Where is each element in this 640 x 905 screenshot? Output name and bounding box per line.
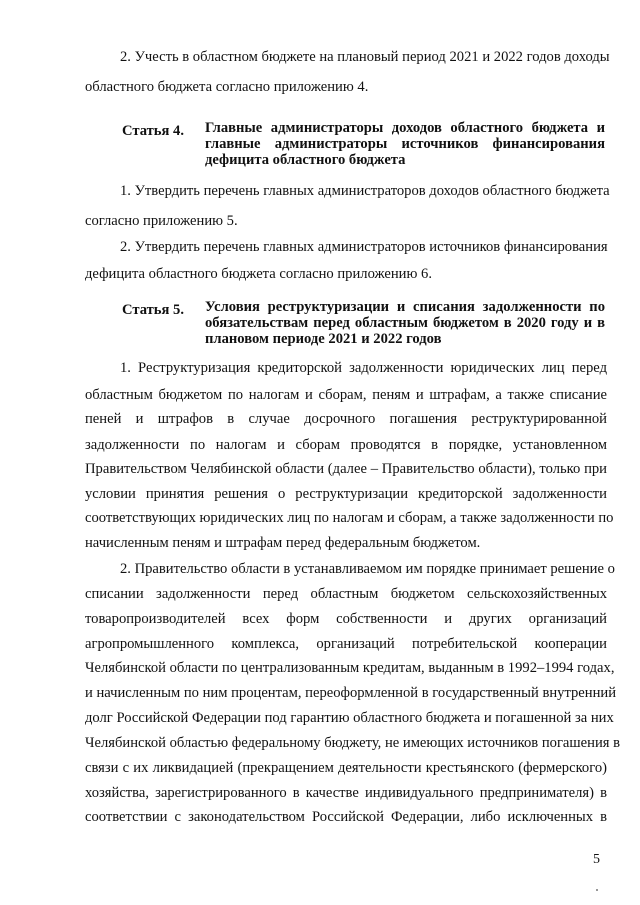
paragraph-line: списании задолженности перед областным бюджетом сельскохозяйственных — [85, 586, 607, 602]
paragraph-line: агропромышленного комплекса, организаций потребительской кооперации — [85, 636, 607, 652]
paragraph-line: Правительством Челябинской области (далее – Правительство области), только при — [85, 461, 607, 477]
scan-speck — [596, 889, 598, 891]
paragraph-line: Челябинской областью федеральному бюджету, не имеющих источников погашения в — [85, 735, 620, 751]
article-5-title-line: плановом периоде 2021 и 2022 годов — [205, 331, 442, 347]
paragraph-line: областного бюджета согласно приложению 4. — [85, 79, 369, 95]
paragraph-line: дефицита областного бюджета согласно приложению 6. — [85, 266, 432, 282]
paragraph-line: начисленным пеням и штрафам перед федеральным бюджетом. — [85, 535, 481, 551]
paragraph-line: 2. Утвердить перечень главных администраторов источников финансирования — [120, 239, 608, 255]
paragraph-line: Челябинской области по централизованным кредитам, выданным в 1992–1994 годах, — [85, 660, 615, 676]
paragraph-line: пеней и штрафов в случае досрочного погашения реструктурированной — [85, 411, 607, 427]
article-5-title-line: обязательствам перед областным бюджетом в 2020 году и в — [205, 315, 605, 331]
paragraph-line: соответствии с законодательством Российской Федерации, либо исключенных в — [85, 809, 607, 825]
paragraph-line: условии принятия решения о реструктуризации кредиторской задолженности — [85, 486, 607, 502]
page-number: 5 — [593, 852, 600, 867]
paragraph-line: 1. Утвердить перечень главных администраторов доходов областного бюджета — [120, 183, 610, 199]
paragraph-line: областным бюджетом по налогам и сборам, пеням и штрафам, а также списание — [85, 387, 607, 403]
article-5-title-line: Условия реструктуризации и списания задолженности по — [205, 299, 605, 315]
article-4-title-line: Главные администраторы доходов областного бюджета и — [205, 120, 605, 136]
paragraph-line: задолженности по налогам и сборам проводятся в порядке, установленном — [85, 437, 607, 453]
paragraph-line: хозяйства, зарегистрированного в качестве индивидуального предпринимателя) в — [85, 785, 607, 801]
paragraph-line: согласно приложению 5. — [85, 213, 238, 229]
paragraph-line: 1. Реструктуризация кредиторской задолженности юридических лиц перед — [120, 360, 607, 376]
paragraph-line: связи с их ликвидацией (прекращением деятельности крестьянского (фермерского) — [85, 760, 607, 776]
article-5-label: Статья 5. — [122, 302, 184, 318]
paragraph-line: соответствующих юридических лиц по налогам и сборам, а также задолженности по — [85, 510, 614, 526]
paragraph-line: 2. Правительство области в устанавливаемом им порядке принимает решение о — [120, 561, 615, 577]
paragraph-line: 2. Учесть в областном бюджете на плановый период 2021 и 2022 годов доходы — [120, 49, 610, 65]
article-4-title-line: главные администраторы источников финансирования — [205, 136, 605, 152]
article-4-label: Статья 4. — [122, 123, 184, 139]
paragraph-line: и начисленным по ним процентам, переоформленной в государственный внутренний — [85, 685, 617, 701]
article-4-title-line: дефицита областного бюджета — [205, 152, 406, 168]
paragraph-line: долг Российской Федерации под гарантию областного бюджета и погашенной за них — [85, 710, 614, 726]
paragraph-line: товаропроизводителей всех форм собственности и других организаций — [85, 611, 607, 627]
